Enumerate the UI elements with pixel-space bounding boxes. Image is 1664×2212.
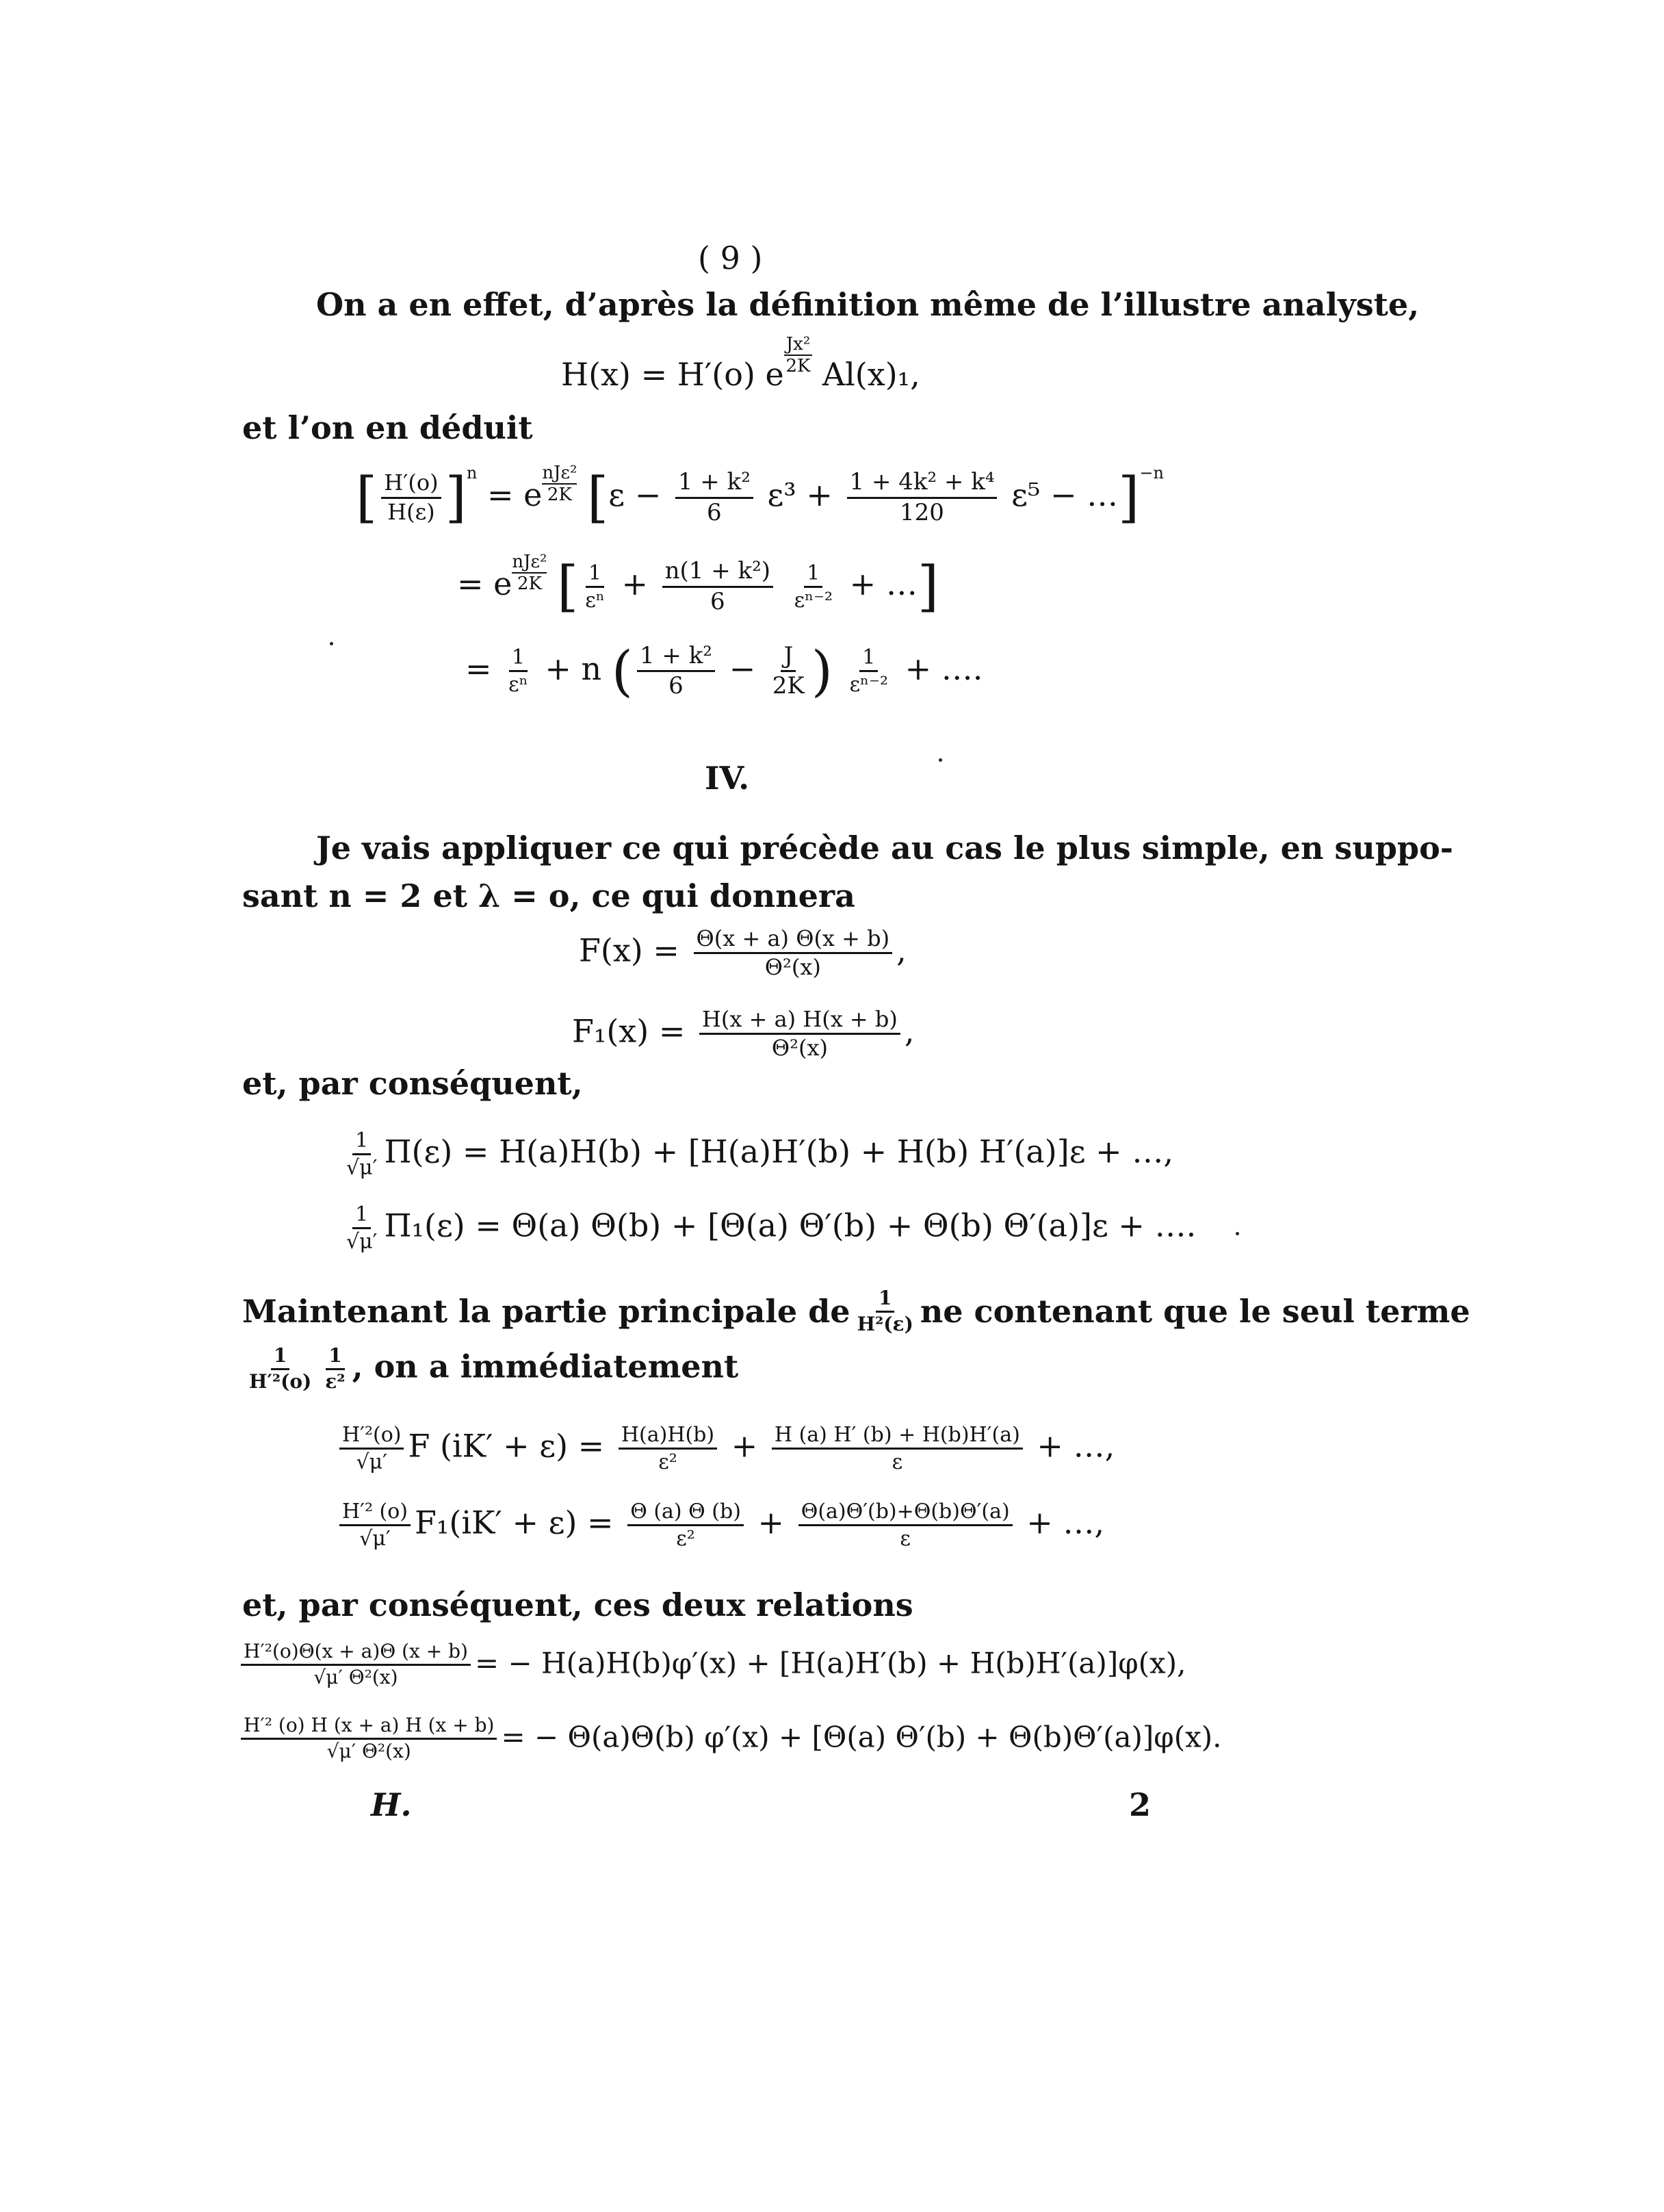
eq3-tail: + … [849, 565, 918, 602]
eq3-b-den: 6 [710, 587, 725, 615]
p6-f2-den: ε² [325, 1369, 346, 1393]
eq11-rhs: = − H(a)H(b)φ′(x) + [H(a)H′(b) + H(b)H′(a)]φ(x), [474, 1646, 1186, 1680]
eq6-num: H(x + a) H(x + b) [699, 1007, 900, 1035]
equation-7 [339, 1129, 1173, 1179]
paragraph-5 [242, 1287, 1470, 1335]
eq2-exp-num: nJε² [542, 463, 577, 483]
equation-1 [561, 334, 920, 412]
footer-signature: H. [371, 1786, 412, 1823]
p5-text-b: ne contenant que le seul terme [920, 1293, 1470, 1330]
eq3-c-den: εⁿ⁻² [794, 588, 833, 613]
eq4-minus: − [729, 650, 756, 687]
eq5-tail: , [896, 931, 907, 969]
eq10-plus: + [757, 1504, 785, 1541]
eq10-coef-den: √μ′ [359, 1527, 391, 1551]
paragraph-6 [242, 1346, 738, 1393]
eq4-eq: = [465, 650, 492, 687]
section-heading: IV. [705, 760, 750, 797]
eq7-body: Π(ε) = H(a)H(b) + [H(a)H′(b) + H(b) H′(a)]ε + …, [384, 1133, 1173, 1170]
speck [939, 758, 942, 762]
equation-5 [579, 927, 907, 979]
eq3-exp-num: nJε² [512, 552, 547, 572]
paragraph-3-line-1: Je vais appliquer ce qui précède au cas le plus simple, en suppo- [316, 830, 1453, 866]
eq4-c-den: 2K [772, 672, 805, 700]
eq4-a-den: εⁿ [508, 673, 528, 697]
eq9-b-den: ε [892, 1450, 903, 1474]
eq10-b-num: Θ(a)Θ′(b)+Θ(b)Θ′(a) [798, 1500, 1013, 1526]
page-number: ( 9 ) [698, 240, 763, 276]
eq12-den: √μ′ Θ²(x) [326, 1739, 411, 1762]
eq6-lhs: F₁(x) = [572, 1012, 686, 1050]
eq4-d-num: 1 [859, 646, 878, 672]
eq9-coef-den: √μ′ [356, 1450, 387, 1474]
eq9-plus: + [731, 1427, 758, 1465]
eq6-den: Θ²(x) [771, 1035, 828, 1062]
p6-f1-num: 1 [271, 1346, 289, 1370]
paragraph-7: et, par conséquent, ces deux relations [242, 1586, 913, 1623]
p5-text-a: Maintenant la partie principale de [242, 1293, 850, 1330]
eq4-mid: + n [545, 650, 602, 687]
eq5-lhs: F(x) = [579, 931, 679, 969]
eq10-b-den: ε [900, 1527, 911, 1551]
eq9-b-num: H (a) H′ (b) + H(b)H′(a) [772, 1424, 1023, 1450]
eq2-f1-den: 6 [707, 498, 722, 526]
eq10-a-den: ε² [676, 1527, 695, 1551]
eq2-eq: = e [486, 476, 543, 513]
eq12-rhs: = − Θ(a)Θ(b) φ′(x) + [Θ(a) Θ′(b) + Θ(b)Θ′(a)]φ(x). [501, 1720, 1222, 1754]
footer-sheet-number: 2 [1129, 1786, 1152, 1823]
eq9-tail: + …, [1037, 1427, 1115, 1465]
eq2-bracket-num: H′(o) [381, 471, 441, 498]
eq8-coef-num: 1 [352, 1203, 371, 1229]
eq2-t1: ε − [608, 476, 662, 513]
eq5-den: Θ²(x) [764, 954, 821, 981]
equation-4 [465, 639, 983, 703]
eq6-tail: , [904, 1012, 915, 1050]
eq2-t2: ε³ + [767, 476, 833, 513]
eq4-c-num: J [781, 643, 796, 672]
eq4-d-den: εⁿ⁻² [849, 673, 889, 697]
eq9-coef-num: H′²(o) [339, 1424, 404, 1450]
eq9-a-den: ε² [658, 1450, 677, 1474]
eq4-tail: + …. [905, 650, 983, 687]
equation-11 [237, 1641, 1186, 1688]
p6-f2-num: 1 [326, 1346, 344, 1370]
eq4-b-num: 1 + k² [637, 643, 715, 672]
eq10-lhs: F₁(iK′ + ε) = [415, 1504, 614, 1541]
eq8-coef-den: √μ′ [346, 1230, 378, 1254]
speck [330, 642, 333, 645]
p6-f1-den: H′²(o) [249, 1369, 312, 1393]
paragraph-1: On a en effet, d’après la définition même de l’illustre analyste, [316, 286, 1420, 323]
p5-frac-num: 1 [876, 1288, 894, 1313]
eq11-den: √μ′ Θ²(x) [313, 1665, 398, 1688]
equation-6 [572, 1007, 915, 1060]
equation-3: = e nJε² 2K [ $\frac{1}{\text{εⁿ}}$ + $\frac{\text{n(1 + k²)}}{6}$ $\frac{1}{\text{εⁿ⁻²}}$ + …] [457, 552, 939, 618]
equation-10 [335, 1500, 1104, 1550]
eq2-exp-den: 2K [547, 485, 572, 505]
eq11-num: H′²(o)Θ(x + a)Θ (x + b) [241, 1641, 471, 1666]
eq9-lhs: F (iK′ + ε) = [408, 1427, 605, 1465]
eq7-coef-den: √μ′ [346, 1156, 378, 1180]
eq10-coef-num: H′² (o) [339, 1500, 411, 1526]
p5-frac-den: H²(ε) [857, 1312, 913, 1335]
eq3-c-num: 1 [804, 562, 822, 588]
eq3-exp-den: 2K [517, 574, 542, 594]
eq3-a-num: 1 [586, 562, 604, 588]
eq2-tail-pow: −n [1139, 463, 1164, 483]
speck [1236, 1232, 1239, 1235]
equation-9 [335, 1424, 1115, 1474]
eq2-bracket-den: H(ε) [387, 498, 435, 525]
eq3-plus: + [621, 565, 648, 602]
eq4-paren-close: ) [811, 639, 833, 703]
eq2-t3: ε⁵ − … [1011, 476, 1119, 513]
eq4-b-den: 6 [668, 672, 684, 700]
p6-text: , on a immédiatement [352, 1348, 739, 1385]
eq1-exp-den: 2K [785, 356, 811, 376]
eq2-f2-den: 120 [900, 498, 944, 526]
equation-12 [237, 1715, 1222, 1762]
paragraph-2: et l’on en déduit [242, 409, 533, 446]
eq3-b-num: n(1 + k²) [662, 558, 773, 587]
eq5-num: Θ(x + a) Θ(x + b) [694, 927, 893, 954]
eq1-rhs: Al(x)₁, [822, 356, 920, 393]
paragraph-4: et, par conséquent, [242, 1065, 583, 1102]
equation-8 [339, 1203, 1196, 1253]
paragraph-3-line-2: sant n = 2 et λ = o, ce qui donnera [242, 877, 855, 914]
eq4-paren-open: ( [611, 639, 633, 703]
eq2-f1-num: 1 + k² [675, 470, 753, 498]
eq8-body: Π₁(ε) = Θ(a) Θ(b) + [Θ(a) Θ′(b) + Θ(b) Θ′(a)]ε + …. [384, 1207, 1197, 1244]
eq2-pow: n [466, 463, 478, 483]
equation-2: [ $\frac{H'(o)}{H(\varepsilon)}$ ]$^n$ = e nJε² 2K [ε − $\frac{\text{1 + k²}}{6}$ ε³ + $\frac{\text{1 + 4k² + k⁴}}{120}$ ε⁵ − …]$^{-n}$ [356, 463, 1164, 529]
eq4-a-num: 1 [509, 646, 528, 672]
eq7-coef-num: 1 [352, 1129, 371, 1155]
eq2-f2-num: 1 + 4k² + k⁴ [847, 470, 998, 498]
eq3-eq: = e [457, 565, 512, 602]
eq12-num: H′² (o) H (x + a) H (x + b) [241, 1715, 497, 1740]
eq1-exp: Jx² [784, 334, 813, 356]
eq10-tail: + …, [1026, 1504, 1105, 1541]
eq9-a-num: H(a)H(b) [619, 1424, 717, 1450]
eq10-a-num: Θ (a) Θ (b) [627, 1500, 744, 1526]
eq1-lhs: H(x) = H′(o) e [561, 356, 784, 393]
eq3-a-den: εⁿ [585, 588, 605, 613]
